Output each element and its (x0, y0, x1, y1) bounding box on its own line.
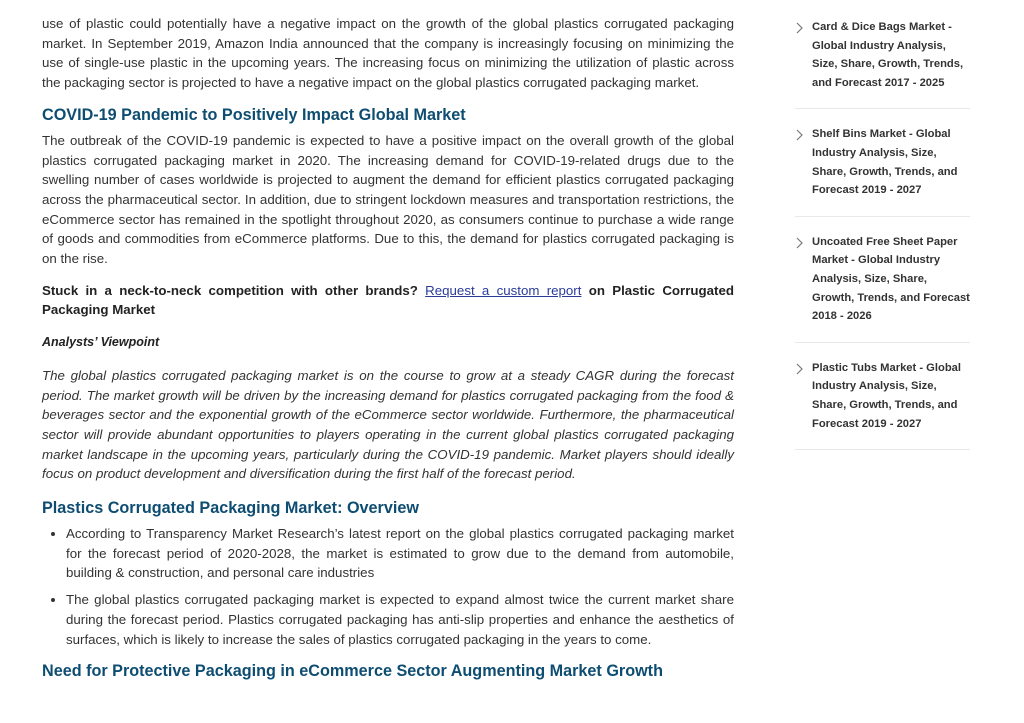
request-custom-report-link[interactable]: Request a custom report (425, 282, 582, 298)
cta-suffix: on Plastic Corrugated Packaging Market (42, 282, 734, 318)
analyst-viewpoint-heading: Analysts’ Viewpoint (42, 335, 160, 350)
list-item: • According to Transparency Market Research’s latest report on the global plastics corrugated packaging market for the forecast period of 2020-2028, the market is estimated to grow due to the demand from automobile, building & construction, and personal care industries (66, 524, 734, 583)
related-reports-sidebar (795, 14, 970, 462)
related-report-item[interactable] (795, 355, 970, 450)
chevron-right-icon (795, 129, 804, 141)
related-report-item[interactable] (795, 14, 970, 109)
covid-heading: COVID-19 Pandemic to Positively Impact Global Market (42, 105, 466, 124)
covid-paragraph: The outbreak of the COVID-19 pandemic is expected to have a positive impact on the overall growth of the global plastics corrugated packaging market in 2020. The increasing demand for COVID-19-related drugs due to the swelling number of cases worldwide is projected to augment the demand for efficient plastics corrugated packaging across the pharmaceutical sector. In addition, due to stringent lockdown measures and transportation restrictions, the eCommerce sector has remained in the spotlight throughout 2020, as consumers continue to purchase a wide range of goods and commodities from eCommerce platforms. Due to this, the demand for plastics corrugated packaging is on the rise. (42, 132, 734, 267)
cta-prefix: Stuck in a neck-to-neck competition with other brands? (42, 282, 426, 298)
related-report-link[interactable]: Card & Dice Bags Market - Global Industry Analysis, Size, Share, Growth, Trends, and Forecast 2017 - 2025 (812, 21, 964, 89)
intro-paragraph: use of plastic could potentially have a negative impact on the growth of the global plastics corrugated packaging market. In September 2019, Amazon India announced that the company is increasingly focusing on minimizing the use of single-use plastic in the upcoming years. The increasing focus on minimizing the utilization of plastic across the packaging sector is projected to have a negative impact on the global plastics corrugated packaging market. (42, 16, 734, 91)
related-report-link[interactable]: Uncoated Free Sheet Paper Market - Global Industry Analysis, Size, Share, Growth, Trends, and Forecast 2018 - 2026 (812, 235, 970, 323)
overview-heading: Plastics Corrugated Packaging Market: Overview (42, 499, 419, 518)
related-report-link[interactable]: Shelf Bins Market - Global Industry Analysis, Size, Share, Growth, Trends, and Forecast 2019 - 2027 (812, 128, 958, 197)
related-report-item[interactable] (795, 121, 970, 216)
list-item: • The global plastics corrugated packaging market is expected to expand almost twice the current market share during the forecast period. Plastics corrugated packaging has anti-slip properties and enhance the aesthetics of surfaces, which is likely to increase the sales of plastics corrugated packaging in the years to come. (66, 590, 734, 649)
related-report-item[interactable] (795, 229, 970, 343)
chevron-right-icon (795, 237, 804, 249)
article-content (42, 14, 734, 687)
custom-report-callout (42, 281, 734, 320)
analyst-viewpoint-paragraph: The global plastics corrugated packaging market is on the course to grow at a steady CAGR during the forecast period. The market growth will be driven by the increasing demand for plastics corrugated packaging from the food & beverages sector and the exponential growth of the eCommerce sector worldwide. Furthermore, the pharmaceutical sector will provide abundant opportunities to players operating in the current global plastics corrugated packaging market landscape in the upcoming years, particularly during the COVID-19 pandemic. Market players should ideally focus on product development and diversification during the first half of the forecast period. (42, 367, 734, 482)
overview-list (42, 524, 734, 649)
related-report-link[interactable]: Plastic Tubs Market - Global Industry Analysis, Size, Share, Growth, Trends, and Forecast 2019 - 2027 (812, 361, 961, 430)
ecommerce-heading: Need for Protective Packaging in eCommerce Sector Augmenting Market Growth (42, 662, 663, 681)
chevron-right-icon (795, 22, 804, 34)
chevron-right-icon (795, 363, 804, 375)
